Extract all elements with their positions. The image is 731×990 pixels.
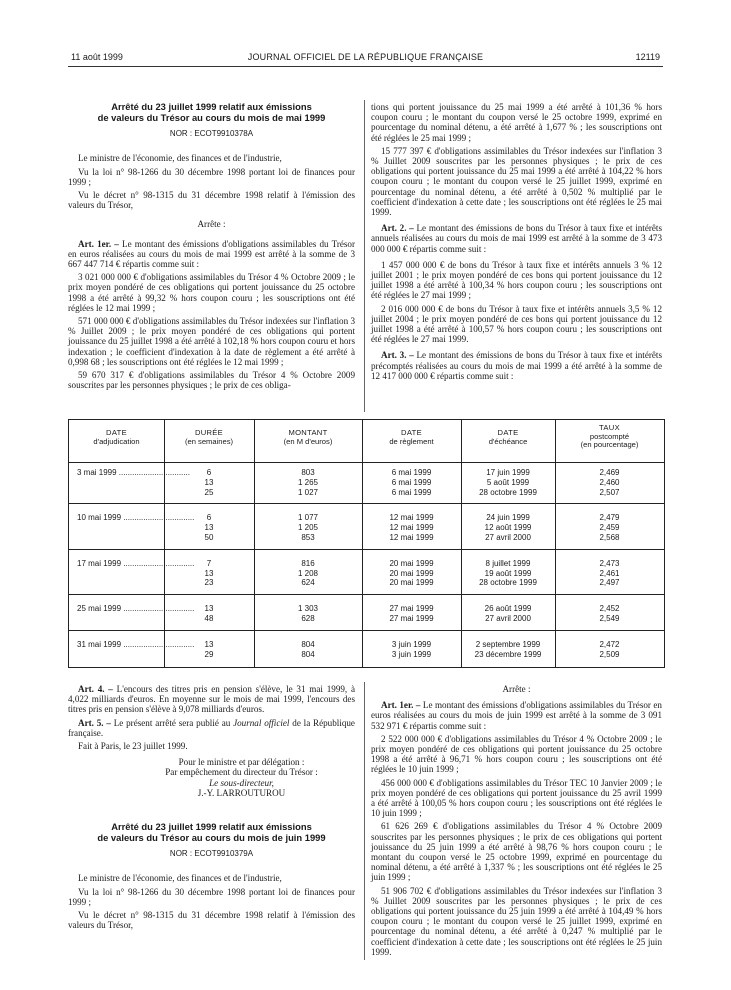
table-header-line: TAUX [599,423,620,432]
table-cell-taux: 2,469 [599,468,620,477]
table-cell-montant: 816 [301,558,315,568]
article-1 [68,239,355,270]
table-cell-date-reglement: 6 mai 1999 [391,477,432,487]
table-cell-date-reglement: 6 mai 1999 [391,468,432,477]
signature-line: Pour le ministre et par délégation : [178,757,305,768]
table-header-line: d'adjudication [93,436,140,446]
table-cell-taux: 2,509 [599,649,620,659]
table-cell-taux: 2,472 [599,639,620,649]
table-row-separator [69,630,664,631]
arrete-juin-title-line2: de valeurs du Trésor au cours du mois de juin 1999 [97,831,326,843]
table-header-duree [164,420,254,463]
table-header-line: DATE [497,428,519,437]
table-header-line: MONTANT [288,428,328,437]
table-cell-duree: 23 [204,578,214,588]
table-cell-taux: 2,473 [599,558,620,568]
paragraph: Vu la loi n° 98-1266 du 30 décembre 1998 portant loi de finances pour 1999 ; [68,166,355,187]
table-header-montant [254,420,362,463]
signature-name: J.-Y. LARROUTUROU [197,787,286,798]
table-row-separator [69,594,664,595]
left-column-top [68,102,355,393]
paragraph: 59 670 317 € d'obligations assimilables du Trésor 4 % Octobre 2009 souscrites par les personnes physiques ; le prix de ces obliga- [68,370,355,391]
table-cell-taux: 2,568 [599,533,620,542]
table-cell-duree: 50 [204,533,214,542]
table-cell-duree: 29 [204,649,214,659]
arrete-mai-title-line1: Arrêté du 23 juillet 1999 relatif aux émissions [111,101,312,112]
fait-a-paris: Fait à Paris, le 23 juillet 1999. [78,741,188,752]
table-cell-date-echeance: 8 juillet 1999 [485,558,531,568]
table-cell-adjudication-date: 25 mai 1999 ................................ [77,604,195,614]
table-header-line: DATE [106,428,127,437]
article-text: Le présent arrêté sera publié au [110,717,234,728]
paragraph: Vu le décret n° 98-1315 du 31 décembre 1998 relatif à l'émission des valeurs du Trésor, [68,190,355,211]
table-cell-montant: 803 [301,468,315,477]
signature-line: Par empêchement du directeur du Trésor : [165,767,318,778]
journal-officiel-italic: Journal officiel [233,717,290,728]
table-cell-duree: 7 [206,558,212,568]
table-cell-taux: 2,460 [599,477,620,487]
right-column-bottom [371,684,662,960]
arrete-juin-title [68,822,355,843]
table-cell-montant: 1 027 [297,487,319,497]
table-cell-taux: 2,497 [599,578,620,588]
left-column-bottom [68,684,355,933]
arrete-juin-nor: NOR : ECOT9910379A [169,849,254,859]
column-divider-top [364,100,365,412]
table-header-line: (en semaines) [184,436,234,446]
adjudication-table [68,419,665,668]
table-cell-duree: 13 [204,639,214,649]
header-page-number: 12119 [635,52,660,62]
arrete-mai-title [68,102,355,123]
table-cell-date-reglement: 27 mai 1999 [389,614,434,623]
header-journal-title: JOURNAL OFFICIEL DE LA RÉPUBLIQUE FRANÇAISE [247,52,484,62]
table-cell-date-reglement: 20 mai 1999 [389,568,434,578]
table-cell-adjudication-date: 10 mai 1999 ................................ [77,513,195,523]
header-date: 11 août 1999 [71,52,123,62]
arrete-heading: Arrête : [197,219,226,230]
table-cell-date-echeance: 24 juin 1999 [486,513,530,523]
table-cell-duree: 6 [206,513,212,523]
right-column-top [371,102,662,384]
column-divider-bottom [364,682,365,960]
article-label: Art. 2. – [381,223,414,234]
table-cell-date-echeance: 2 septembre 1999 [475,639,541,649]
table-cell-date-echeance: 26 août 1999 [484,604,532,614]
table-header-line: DATE [401,428,422,437]
table-cell-taux: 2,459 [599,523,620,533]
table-header-line: postcompté [589,431,630,441]
table-cell-duree: 25 [204,487,214,497]
table-header-date-echeance [461,420,555,463]
table-cell-date-echeance: 17 juin 1999 [486,468,530,477]
table-cell-montant: 1 303 [297,604,319,614]
table-cell-date-reglement: 20 mai 1999 [389,578,434,588]
article-label: Art. 3. – [381,350,414,361]
paragraph: tions qui portent jouissance du 25 mai 1999 a été arrêté à 101,36 % hors coupon couru ; le montant du coupon versé le 25 octobre 1999, exprimé en pourcentage du nominal détenu, a été arrêté à 1,677 % ; les souscriptions ont été réglées le 25 mai 1999 ; [371,102,662,143]
table-cell-montant: 853 [301,533,315,542]
article-text: Le montant des émissions de bons du Trésor à taux fixe et intérêts annuels réalisées au cours du mois de mai 1999 est arrêté à la somme de 3 473 000 000 € répartis comme suit : [371,223,662,254]
table-cell-duree: 13 [204,604,214,614]
table-cell-date-reglement: 12 mai 1999 [389,533,434,542]
article-text: de la République française. [68,717,355,738]
article-2 [371,223,662,254]
table-cell-date-reglement: 6 mai 1999 [391,487,432,497]
table-cell-date-echeance: 12 août 1999 [484,523,532,533]
table-header-line: (en pourcentage) [580,440,639,450]
table-cell-date-reglement: 12 mai 1999 [389,523,434,533]
paragraph: 2 016 000 000 € de bons du Trésor à taux fixe et intérêts annuels 3,5 % 12 juillet 2004 ; le prix moyen pondéré de ces bons qui portent jouissance du 12 juillet 1998 a été arrêté à 100,57 % hors coupon couru ; les souscriptions ont été réglées le 27 mai 1999. [371,303,662,345]
table-header-line: de règlement [389,436,434,446]
article-label: Art. 1er. – [381,700,421,711]
table-header-date-adjudication [69,420,164,463]
table-cell-montant: 804 [301,649,315,659]
paragraph: Vu la loi n° 98-1266 du 30 décembre 1998 portant loi de finances pour 1999 ; [68,886,355,907]
table-cell-date-reglement: 3 juin 1999 [391,649,432,659]
table-cell-date-echeance: 27 avril 2000 [485,533,531,542]
table-header-line: d'échéance [488,436,528,446]
arrete-heading: Arrête : [502,684,531,694]
table-cell-duree: 6 [206,468,212,477]
paragraph: 15 777 397 € d'obligations assimilables du Trésor indexées sur l'inflation 3 % Juillet 2009 souscrites par les personnes physiques ; le prix de ces obligations qui portent jouissance du 25 mai 1999 a été arrêté à 104,22 % hors coupon couru ; le montant du coupon versé le 25 juillet 1999, exprimé en pourcentage du nominal détenu, a été arrêté à 0,502 % multiplié par le coefficient d'indexation à cette date ; les souscriptions ont été réglées le 25 mai 1999. [371,145,662,218]
table-cell-montant: 1 205 [297,523,319,533]
table-row-separator [69,503,664,504]
paragraph: 51 906 702 € d'obligations assimilables du Trésor indexées sur l'inflation 3 % Juillet 2009 souscrites par les personnes physiques ; le prix de ces obligations qui portent jouissance du 25 juin 1999 a été arrêté à 104,49 % hors coupon couru ; le montant du coupon versé le 25 juillet 1999, exprimé en pourcentage du nominal détenu, a été arrêté à 0,247 % multiplié par le coefficient d'indexation à cette date ; les souscriptions ont été réglées le 25 juin 1999. [371,885,662,957]
table-cell-taux: 2,461 [599,568,620,578]
article-4 [68,684,355,715]
table-cell-duree: 13 [204,477,214,487]
table-cell-date-reglement: 3 juin 1999 [391,639,432,649]
signature-title: Le sous-directeur, [209,777,274,788]
paragraph: 1 457 000 000 € de bons du Trésor à taux fixe et intérêts annuels 3 % 12 juillet 2001 ; le prix moyen pondéré de ces bons qui portent jouissance du 12 juillet 1998 a été arrêté à 100,34 % hors coupon couru ; les souscriptions ont été réglées le 27 mai 1999 ; [371,259,662,301]
table-cell-adjudication-date: 31 mai 1999 ................................ [77,639,195,649]
table-cell-date-echeance: 23 décembre 1999 [474,649,542,659]
article-5 [68,718,355,738]
arrete-mai-title-line2: de valeurs du Trésor au cours du mois de mai 1999 [97,111,326,123]
table-cell-date-echeance: 28 octobre 1999 [479,578,537,588]
table-cell-montant: 1 208 [297,568,319,578]
paragraph: Le ministre de l'économie, des finances et de l'industrie, [78,153,282,164]
article-1 [371,700,662,731]
article-text: Le montant des émissions de bons du Trésor à taux fixe et intérêts précomptés réalisées au cours du mois de mai 1999 a été arrêté à la somme de 12 417 000 000 € répartis comme suit : [371,350,662,381]
table-cell-taux: 2,507 [599,487,620,497]
paragraph: Vu le décret n° 98-1315 du 31 décembre 1998 relatif à l'émission des valeurs du Trésor, [68,910,355,931]
table-cell-date-echeance: 19 août 1999 [484,568,532,578]
article-label: Art. 1er. – [78,238,119,249]
table-cell-taux: 2,479 [599,513,620,523]
table-cell-date-echeance: 28 octobre 1999 [479,487,537,497]
article-label: Art. 4. – [78,684,113,694]
table-row-separator [69,549,664,550]
arrete-juin-title-line1: Arrêté du 23 juillet 1999 relatif aux émissions [111,821,312,833]
signature-block [68,757,355,798]
table-cell-adjudication-date: 3 mai 1999 ................................ [77,468,190,477]
table-cell-montant: 804 [301,639,315,649]
arrete-mai-nor: NOR : ECOT9910378A [169,129,254,139]
table-cell-montant: 1 077 [297,513,319,523]
table-cell-date-reglement: 20 mai 1999 [389,558,434,568]
paragraph: 571 000 000 € d'obligations assimilables du Trésor indexées sur l'inflation 3 % Juillet 2009 ; le prix moyen pondéré de ces obligations qui portent jouissance du 25 juillet 1998 a été arrêté à 102,18 % hors coupon couru et hors indexation ; le coefficient d'indexation à la date de règlement a été arrêté à 0,998 68 ; les souscriptions ont été réglées le 12 mai 1999 ; [68,316,355,367]
article-text: Le montant des émissions d'obligations assimilables du Trésor en euros réalisées au cours du mois de mai 1999 est arrêté à la somme de 3 667 447 714 € répartis comme suit : [68,238,355,270]
article-text: L'encours des titres pris en pension s'élève, le 31 mai 1999, à 4,022 milliards d'euros. En moyenne sur le mois de mai 1999, l'encours des titres pris en pension s'élève à 9,078 milliards d'euros. [68,684,356,715]
article-3 [371,350,662,381]
table-cell-taux: 2,549 [599,614,620,623]
table-cell-taux: 2,452 [599,604,620,614]
table-cell-duree: 48 [204,614,214,623]
header-rule [68,66,663,67]
page-header [0,52,731,66]
article-text: Le montant des émissions d'obligations assimilables du Trésor en euros réalisées au cours du mois de juin 1999 est arrêté à la somme de 3 091 532 971 € répartis comme suit : [371,700,662,731]
table-header-line: DURÉE [194,428,224,437]
paragraph: 456 000 000 € d'obligations assimilables du Trésor TEC 10 Janvier 2009 ; le prix moyen pondéré de ces obligations qui portent jouissance du 25 avril 1999 a été arrêté à 100,05 % hors coupon couru ; les souscriptions ont été réglées le 10 juin 1999 ; [371,777,662,819]
table-cell-date-echeance: 5 août 1999 [486,477,530,487]
table-header-line: (en M d'euros) [283,436,333,446]
table-cell-date-reglement: 27 mai 1999 [389,604,434,614]
paragraph: 2 522 000 000 € d'obligations assimilables du Trésor 4 % Octobre 2009 ; le prix moyen pondéré de ces obligations qui portent jouissance du 25 octobre 1998 a été arrêté à 96,71 % hors coupon couru ; les souscriptions ont été réglées le 10 juin 1999 ; [371,733,662,775]
paragraph: Le ministre de l'économie, des finances et de l'industrie, [78,873,282,884]
table-header-date-reglement [362,420,461,463]
table-cell-date-echeance: 27 avril 2000 [485,614,531,623]
table-cell-adjudication-date: 17 mai 1999 ................................ [77,558,195,568]
paragraph: 61 626 269 € d'obligations assimilables du Trésor 4 % Octobre 2009 souscrites par les personnes physiques ; le prix de ces obligations qui portent jouissance du 25 juin 1999 a été arrêté à 98,76 % hors coupon couru ; le montant du coupon versé le 25 octobre 1999, exprimé en pourcentage du nominal détenu, a été arrêté à 1,337 % ; les souscriptions ont été réglées le 25 juin 1999 ; [371,821,662,883]
table-header-taux [555,420,664,463]
table-cell-montant: 628 [301,614,315,623]
table-cell-montant: 624 [301,578,315,588]
paragraph: 3 021 000 000 € d'obligations assimilables du Trésor 4 % Octobre 2009 ; le prix moyen pondéré de ces obligations qui portent jouissance du 25 octobre 1998 a été arrêté à 99,32 % hors coupon couru ; les souscriptions ont été réglées le 12 mai 1999 ; [68,272,355,313]
table-cell-duree: 13 [204,568,214,578]
table-cell-duree: 13 [204,523,214,533]
article-label: Art. 5. – [78,717,111,728]
table-cell-montant: 1 265 [297,477,319,487]
table-cell-date-reglement: 12 mai 1999 [389,513,434,523]
